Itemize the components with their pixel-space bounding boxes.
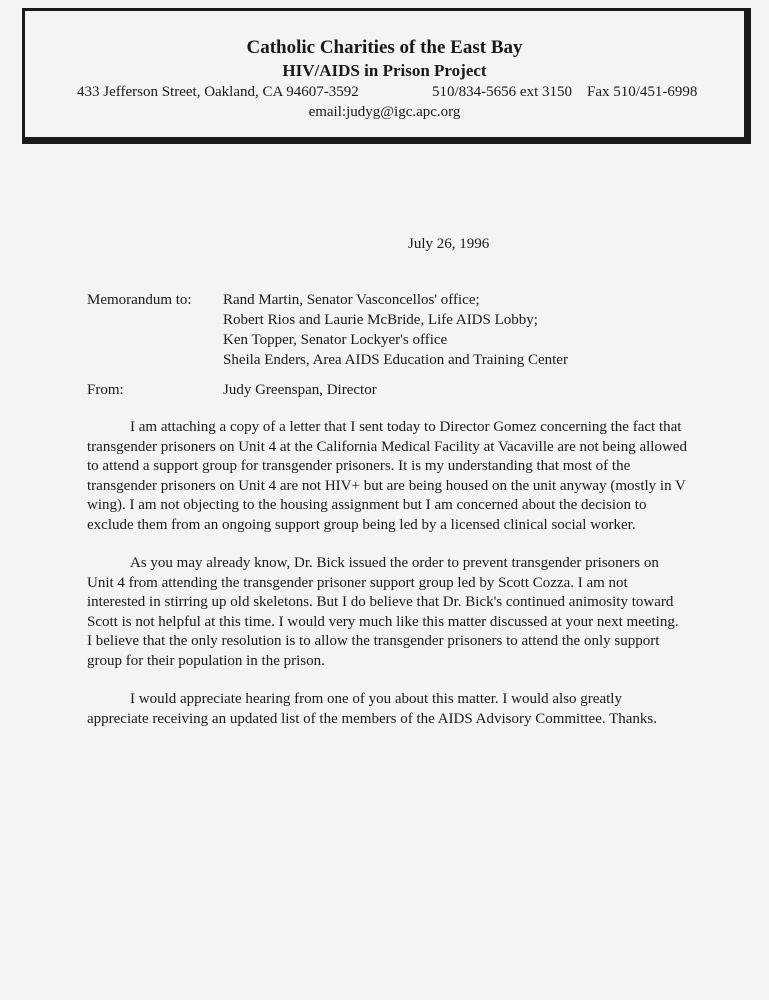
memo-date: July 26, 1996 — [408, 236, 490, 252]
body-paragraph: As you may already know, Dr. Bick issued the order to prevent transgender prisoners on Unit 4 from attending the transgender prisoner support group led by Scott Cozza. I am not interested in stirring up old skeletons. But I do believe that Dr. Bick's continued animosity toward Scott is not helpful at this time. I would very much like this matter discussed at your next meeting. I believe that the only resolution is to allow the transgender prisoners to attend the only support group for their population in the prison. — [87, 555, 679, 669]
letterhead — [22, 8, 751, 144]
body-paragraph: I am attaching a copy of a letter that I sent today to Director Gomez concerning the fact that transgender prisoners on Unit 4 at the California Medical Facility at Vacaville are not being allowed to attend a support group for transgender prisoners. It is my understanding that most of the transgender prisoners on Unit 4 are not HIV+ but are being housed on the unit anyway (mostly in V wing). I am not objecting to the housing assignment but I am concerned about the decision to exclude them from an ongoing support group being led by a licensed clinical social worker. — [87, 419, 687, 533]
memo-from-value: Judy Greenspan, Director — [223, 382, 377, 398]
street-address: 433 Jefferson Street, Oakland, CA 94607-3592 — [77, 84, 359, 100]
recipient: Sheila Enders, Area AIDS Education and Training Center — [223, 352, 568, 368]
org-name: Catholic Charities of the East Bay — [246, 37, 523, 58]
memo-to-label: Memorandum to: — [87, 292, 192, 308]
memo-body — [87, 418, 687, 748]
recipient: Robert Rios and Laurie McBride, Life AIDS Lobby; — [223, 312, 538, 328]
recipient: Rand Martin, Senator Vasconcellos' office; — [223, 292, 480, 308]
email-address: email:judyg@igc.apc.org — [308, 104, 461, 120]
memo-from-label: From: — [87, 382, 124, 398]
project-name: HIV/AIDS in Prison Project — [282, 61, 487, 80]
fax-number: Fax 510/451-6998 — [587, 84, 698, 100]
contact-line — [25, 82, 744, 102]
memo-recipients — [223, 290, 568, 370]
phone-number: 510/834-5656 ext 3150 — [432, 84, 572, 100]
body-paragraph: I would appreciate hearing from one of you about this matter. I would also greatly appreciate receiving an updated list of the members of the AIDS Advisory Committee. Thanks. — [87, 691, 657, 727]
recipient: Ken Topper, Senator Lockyer's office — [223, 332, 448, 348]
